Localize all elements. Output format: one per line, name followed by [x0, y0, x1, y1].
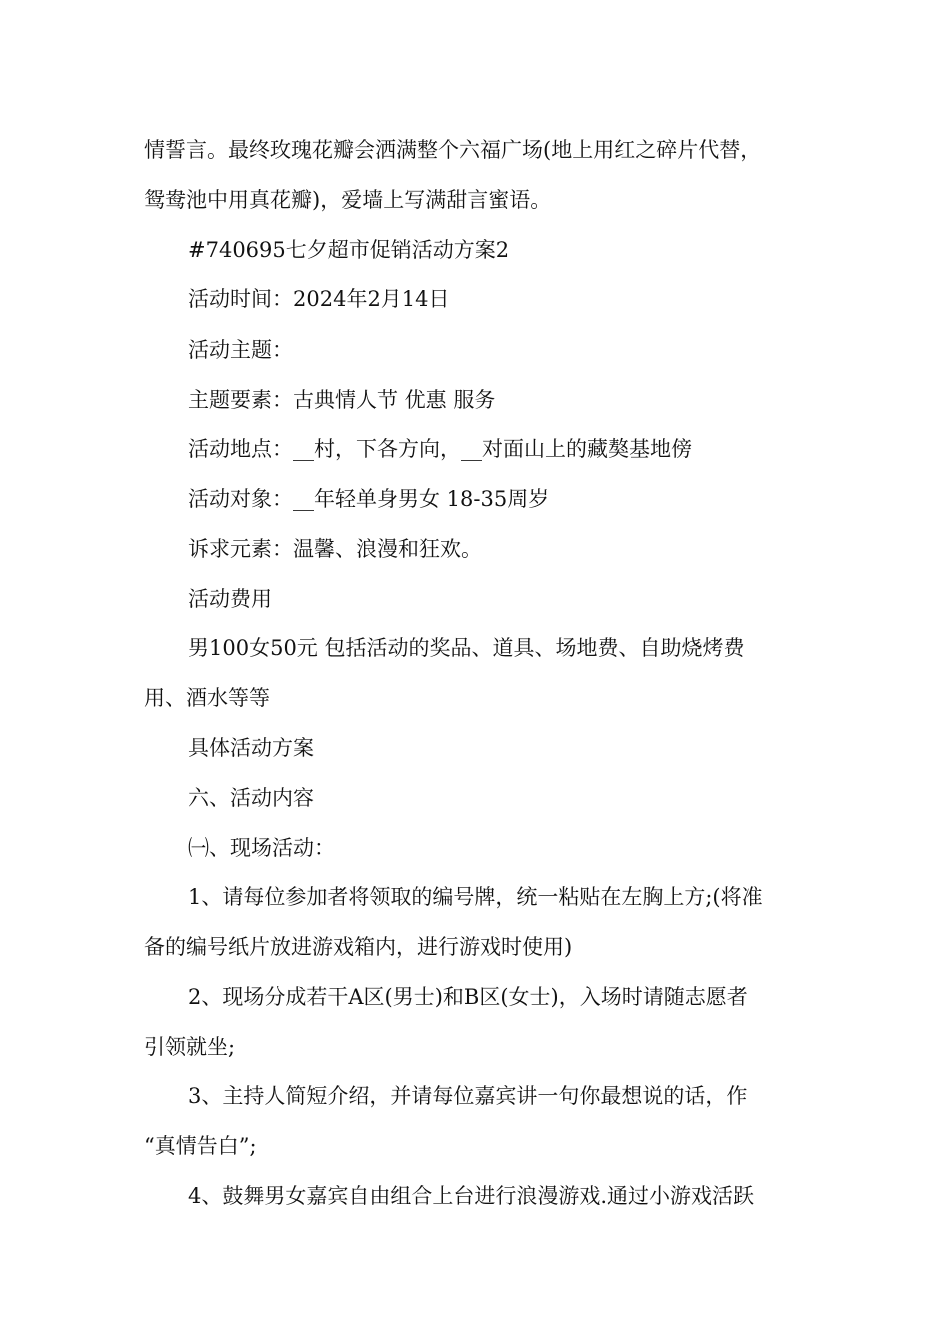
text-line: 活动时间：2024年2月14日 [188, 287, 450, 311]
text-line: 诉求元素：温馨、浪漫和狂欢。 [188, 537, 482, 561]
text-line: 活动主题： [188, 338, 293, 362]
text-line: 引领就坐; [144, 1035, 236, 1059]
text-line: 2、现场分成若干A区(男士)和B区(女士)，入场时请随志愿者 [188, 985, 748, 1009]
text-line: 男100女50元 包括活动的奖品、道具、场地费、自助烧烤费 [188, 636, 745, 660]
text-line: 六、活动内容 [188, 786, 314, 810]
text-line: 3、主持人简短介绍，并请每位嘉宾讲一句你最想说的话，作 [188, 1084, 748, 1108]
text-line: 主题要素：古典情人节 优惠 服务 [188, 388, 496, 412]
text-line: 活动费用 [188, 587, 272, 611]
text-line: 活动地点：__村，下各方向，__对面山上的藏獒基地傍 [188, 437, 692, 461]
text-line: 4、鼓舞男女嘉宾自由组合上台进行浪漫游戏.通过小游戏活跃 [188, 1184, 755, 1208]
text-line: “真情告白”; [144, 1134, 257, 1158]
text-line: 活动对象：__年轻单身男女 18-35周岁 [188, 487, 550, 511]
text-line: 备的编号纸片放进游戏箱内，进行游戏时使用) [144, 935, 573, 959]
text-line: 1、请每位参加者将领取的编号牌，统一粘贴在左胸上方;(将准 [188, 885, 763, 909]
text-line: 具体活动方案 [188, 736, 314, 760]
text-line: 用、酒水等等 [144, 686, 270, 710]
text-line: ㈠、现场活动： [188, 836, 335, 860]
text-line: 鸳鸯池中用真花瓣)，爱墙上写满甜言蜜语。 [144, 188, 552, 212]
text-line: 情誓言。最终玫瑰花瓣会洒满整个六福广场(地上用红之碎片代替， [144, 138, 762, 162]
section-heading: #740695七夕超市促销活动方案2 [188, 238, 510, 262]
